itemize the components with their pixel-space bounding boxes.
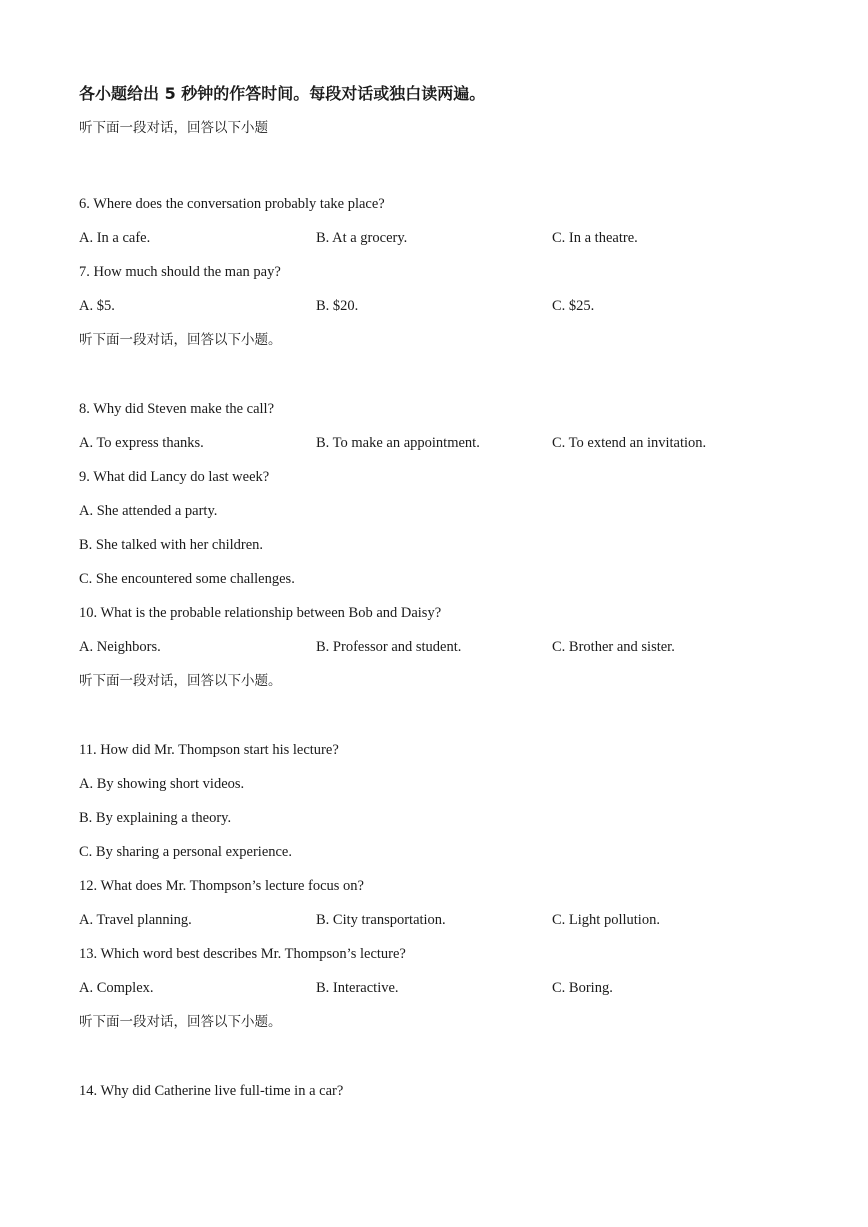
q10-option-c: C. Brother and sister. — [552, 639, 675, 655]
q12-option-b: B. City transportation. — [316, 912, 446, 928]
q10-option-a: A. Neighbors. — [79, 639, 161, 655]
q7-option-b: B. $20. — [316, 298, 359, 314]
dialogue-prompt: 听下面一段对话，回答以下小题。 — [79, 673, 282, 689]
question-12: 12. What does Mr. Thompson’s lecture focus on? — [79, 878, 364, 894]
question-11: 11. How did Mr. Thompson start his lecture? — [79, 742, 339, 758]
q9-option-a: A. She attended a party. — [79, 503, 218, 519]
q12-option-c: C. Light pollution. — [552, 912, 660, 928]
q7-option-c: C. $25. — [552, 298, 595, 314]
dialogue-prompt: 听下面一段对话，回答以下小题。 — [79, 1014, 282, 1030]
q11-option-b: B. By explaining a theory. — [79, 810, 232, 826]
question-9: 9. What did Lancy do last week? — [79, 469, 270, 485]
q10-option-b: B. Professor and student. — [316, 639, 462, 655]
q7-option-a: A. $5. — [79, 298, 115, 314]
q11-option-a: A. By showing short videos. — [79, 776, 245, 792]
q6-option-b: B. At a grocery. — [316, 230, 408, 246]
q6-option-c: C. In a theatre. — [552, 230, 638, 246]
q8-option-a: A. To express thanks. — [79, 435, 204, 451]
question-10: 10. What is the probable relationship between Bob and Daisy? — [79, 605, 442, 621]
dialogue-prompt: 听下面一段对话，回答以下小题 — [79, 120, 268, 136]
question-8: 8. Why did Steven make the call? — [79, 401, 275, 417]
q13-option-a: A. Complex. — [79, 980, 154, 996]
q8-option-b: B. To make an appointment. — [316, 435, 480, 451]
q11-option-c: C. By sharing a personal experience. — [79, 844, 292, 860]
q6-option-a: A. In a cafe. — [79, 230, 151, 246]
q12-option-a: A. Travel planning. — [79, 912, 192, 928]
section-instruction: 各小题给出 5 秒钟的作答时间。每段对话或独白读两遍。 — [79, 84, 486, 103]
q9-option-b: B. She talked with her children. — [79, 537, 264, 553]
question-14: 14. Why did Catherine live full-time in a car? — [79, 1083, 344, 1099]
q8-option-c: C. To extend an invitation. — [552, 435, 707, 451]
q9-option-c: C. She encountered some challenges. — [79, 571, 295, 587]
question-6: 6. Where does the conversation probably take place? — [79, 196, 385, 212]
q13-option-b: B. Interactive. — [316, 980, 399, 996]
dialogue-prompt: 听下面一段对话，回答以下小题。 — [79, 332, 282, 348]
question-7: 7. How much should the man pay? — [79, 264, 281, 280]
question-13: 13. Which word best describes Mr. Thompson’s lecture? — [79, 946, 406, 962]
q13-option-c: C. Boring. — [552, 980, 613, 996]
